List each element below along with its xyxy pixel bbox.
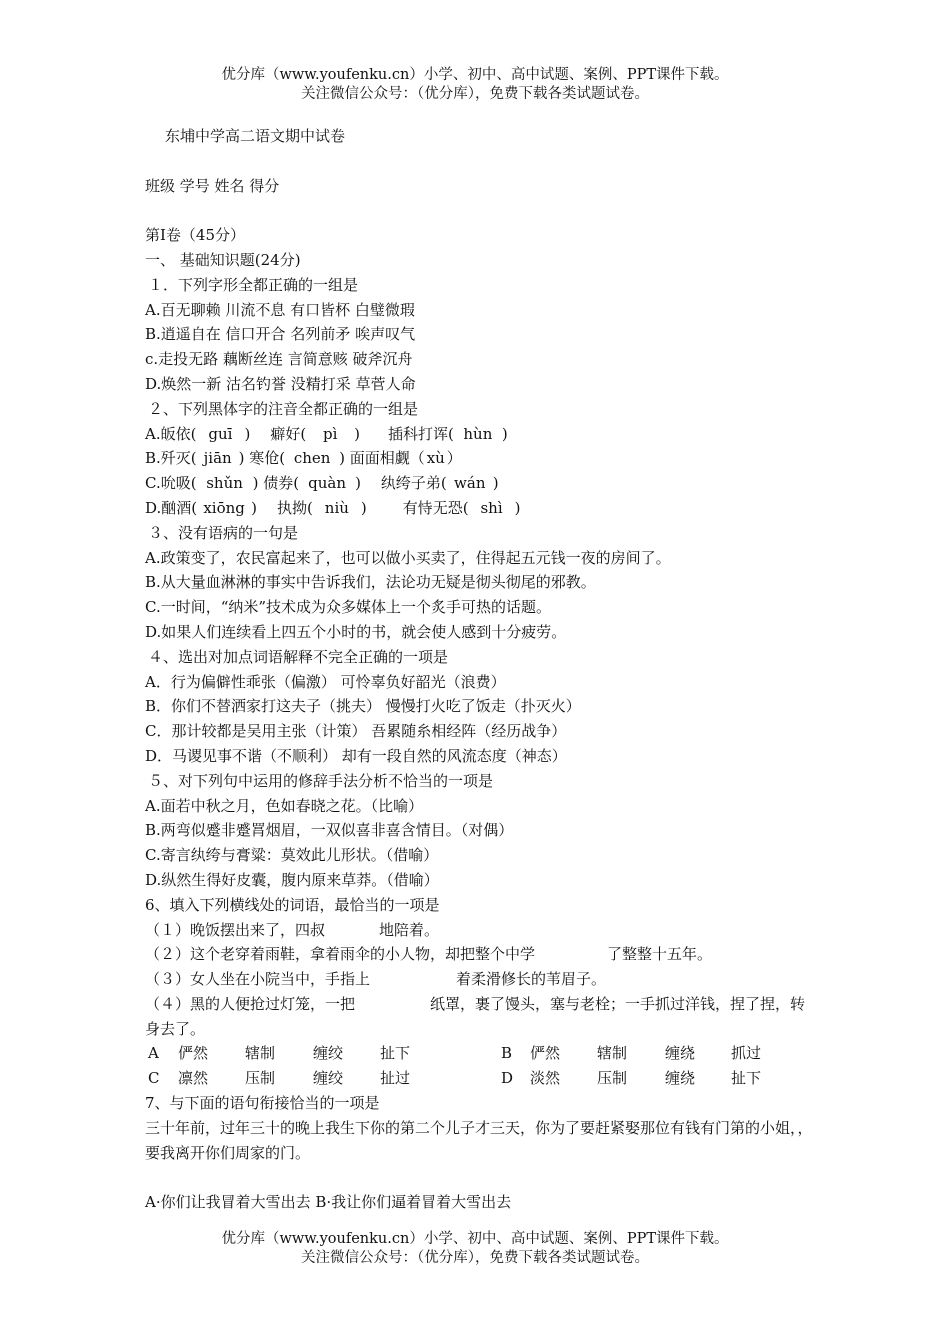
q2-option-d: D.酗酒( xiōng ) 执拗( niù ) 有恃无恐( shì ) — [145, 498, 521, 517]
q3-option-c: C.一时间，“纳米”技术成为众多媒体上一个炙手可热的话题。 — [145, 598, 552, 617]
q4-option-b: B．你们不替洒家打这夫子（挑夫） 慢慢打火吃了饭走（扑灭火） — [145, 697, 581, 716]
q3-stem: ３、没有语病的一句是 — [148, 523, 299, 542]
part-heading: 第Ⅰ卷（45分） — [145, 226, 246, 245]
exam-content — [145, 124, 815, 1215]
q5-option-c: C.寄言纨绔与膏粱：莫效此儿形状。（借喻） — [145, 846, 439, 865]
header-line-1: 优分库（www.youfenku.cn）小学、初中、高中试题、案例、PPT课件下载。 — [221, 67, 729, 83]
footer-line-2: 关注微信公众号：（优分库），免费下载各类试题试卷。 — [301, 1250, 649, 1266]
q2-option-c: C.吮吸( shǔn ) 债券( quàn ) 纨绔子弟( wán ) — [145, 474, 499, 493]
q1-option-c: c.走投无路 藕断丝连 言简意赅 破斧沉舟 — [145, 350, 413, 369]
q4-option-d: D．马谡见事不谐（不顺利） 却有一段自然的风流态度（神态） — [145, 746, 567, 765]
q4-option-a: A．行为偏僻性乖张（偏激） 可怜辜负好韶光（浪费） — [145, 672, 506, 691]
footer-line-1: 优分库（www.youfenku.cn）小学、初中、高中试题、案例、PPT课件下载。 — [221, 1231, 729, 1247]
q1-option-d: D.焕然一新 沽名钓誉 没精打采 草菅人命 — [145, 374, 416, 393]
q2-option-b: B.歼灭( jiān ) 寒伧( chen ) 面面相觑（ xù ） — [145, 449, 462, 468]
q6-sentence-3: （３）女人坐在小院当中，手指上 着柔滑修长的苇眉子。 — [145, 970, 607, 989]
q6-options-row-2: C 凛然 压制 缠绞 扯过 D 淡然 压制 缠绕 扯下 — [148, 1069, 762, 1088]
page-footer — [0, 1230, 950, 1268]
q6-sentence-4: （４）黑的人便抢过灯笼，一把 纸罩，裹了馒头，塞与老栓；一手抓过洋钱，捏了捏，转身去了。 — [145, 994, 806, 1038]
q6-stem: 6、填入下列横线处的词语，最恰当的一项是 — [145, 895, 440, 914]
q5-stem: ５、对下列句中运用的修辞手法分析不恰当的一项是 — [148, 771, 494, 790]
q6-sentence-1: （１）晚饭摆出来了，四叔 地陪着。 — [145, 920, 440, 939]
section-heading: 一、 基础知识题(24分) — [145, 250, 301, 269]
page-header — [0, 66, 950, 104]
exam-title: 东埔中学高二语文期中试卷 — [165, 127, 346, 145]
q5-option-d: D.纵然生得好皮囊，腹内原来草莽。（借喻） — [145, 870, 439, 889]
q7-stem: 7、与下面的语句衔接恰当的一项是 — [145, 1094, 380, 1113]
q5-option-a: A.面若中秋之月，色如春晓之花。（比喻） — [145, 796, 424, 815]
q5-option-b: B.两弯似蹙非蹙罥烟眉，一双似喜非喜含情目。（对偶） — [145, 821, 514, 840]
student-info: 班级 学号 姓名 得分 — [145, 176, 280, 195]
q6-sentence-2: （２）这个老穿着雨鞋，拿着雨伞的小人物，却把整个中学 了整整十五年。 — [145, 945, 713, 964]
q6-options-row-1: A 俨然 辖制 缠绞 扯下 B 俨然 辖制 缠绕 抓过 — [148, 1044, 762, 1063]
q3-option-a: A.政策变了，农民富起来了，也可以做小买卖了，住得起五元钱一夜的房间了。 — [145, 548, 671, 567]
q1-option-a: A.百无聊赖 川流不息 有口皆杯 白璧微瑕 — [145, 300, 415, 319]
q3-option-d: D.如果人们连续看上四五个小时的书，就会使人感到十分疲劳。 — [145, 622, 567, 641]
q4-option-c: C．那计较都是吴用主张（计策） 吾累随糸相经阵（经历战争） — [145, 722, 567, 741]
q7-options: A·你们让我冒着大雪出去 B·我让你们逼着冒着大雪出去 — [145, 1193, 512, 1212]
q2-stem: ２、下列黑体字的注音全都正确的一组是 — [148, 399, 419, 418]
q3-option-b: B.从大量血淋淋的事实中告诉我们，法论功无疑是彻头彻尾的邪教。 — [145, 573, 596, 592]
q1-stem: １．下列字形全都正确的一组是 — [148, 275, 359, 294]
q2-option-a: A.皈依( guī ) 癖好( pì ) 插科打诨( hùn ) — [145, 424, 508, 443]
q4-stem: ４、选出对加点词语解释不完全正确的一项是 — [148, 647, 449, 666]
header-line-2: 关注微信公众号：（优分库），免费下载各类试题试卷。 — [301, 86, 649, 102]
q7-passage: 三十年前，过年三十的晚上我生下你的第二个儿子才三天，你为了要赶紧娶那位有钱有门第的小姐，，要我离开你们周家的门。 — [145, 1118, 813, 1162]
q1-option-b: B.逍遥自在 信口开合 名列前矛 唉声叹气 — [145, 325, 416, 344]
